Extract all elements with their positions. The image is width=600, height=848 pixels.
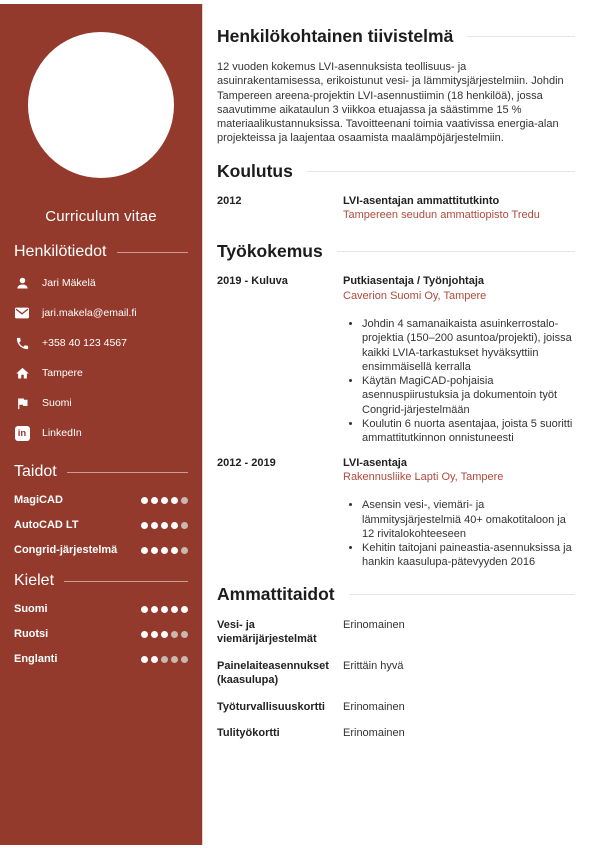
contact-heading-label: Henkilötiedot (14, 243, 107, 260)
level-dot-filled (141, 631, 148, 638)
language-level-dots (141, 656, 188, 663)
profile-photo-placeholder (28, 32, 174, 178)
level-dot-filled (171, 606, 178, 613)
summary-paragraph: 12 vuoden kokemus LVI-asennuksista teollisuus- ja asuinrakentamisessa, erikoistunut vesi- ja lämmitysjärjestelmiin. Johdin Tampereen areena-projektin LVI-asennustiimin (18 henkilöä), jossa saavutimme aikataulun 3 viikkoa etuajassa ja säästimme 15 % materiaalikustannuksissa. Tavoitteenani toimia vaativissa energia-alan projekteissa ja laajentaa osaamista maalämpöjärjestelmiin. (217, 61, 564, 145)
competence-label: Työturvallisuuskortti (217, 700, 325, 713)
experience-period: 2019 - Kuluva (217, 275, 288, 288)
skill-level-dots (141, 497, 188, 504)
level-dot-filled (141, 606, 148, 613)
competences-section-heading (217, 584, 575, 605)
level-dot-filled (161, 497, 168, 504)
contact-country-text: Suomi (42, 397, 72, 409)
skill-level-dots (141, 547, 188, 554)
competence-label: Vesi- ja viemärijärjestelmät (217, 618, 317, 646)
level-dot-empty (181, 522, 188, 529)
heading-divider (117, 252, 189, 253)
experience-entry (217, 274, 575, 445)
education-heading-label: Koulutus (217, 160, 293, 181)
contact-name-text: Jari Mäkelä (42, 277, 96, 289)
level-dot-filled (151, 522, 158, 529)
level-dot-filled (151, 547, 158, 554)
competence-value: Erittäin hyvä (343, 659, 404, 672)
level-dot-empty (171, 631, 178, 638)
experience-entry-body (343, 456, 575, 570)
education-title: LVI-asentajan ammattitutkinto (343, 194, 500, 207)
experience-entry (217, 456, 575, 570)
skill-label: Congrid-järjestelmä (14, 544, 118, 556)
level-dot-filled (161, 606, 168, 613)
level-dot-filled (151, 656, 158, 663)
home-icon (14, 365, 30, 381)
competence-row (217, 726, 575, 741)
level-dot-filled (141, 497, 148, 504)
heading-divider (307, 171, 575, 172)
heading-divider (349, 594, 575, 595)
contact-section-heading (14, 243, 188, 261)
experience-section-heading (217, 241, 575, 262)
skills-section-heading (14, 463, 188, 481)
competence-label: Tulityökortti (217, 727, 280, 740)
language-label: Ruotsi (14, 628, 49, 640)
heading-divider (64, 581, 188, 582)
mail-icon (14, 305, 30, 321)
contact-phone-text: +358 40 123 4567 (42, 337, 127, 349)
person-icon (14, 275, 30, 291)
sidebar (0, 4, 202, 845)
contact-item-linkedin (14, 425, 188, 441)
contact-item-email (14, 305, 188, 321)
heading-divider (337, 251, 575, 252)
level-dot-filled (161, 522, 168, 529)
contact-email-text: jari.makela@email.fi (42, 307, 137, 319)
experience-period: 2012 - 2019 (217, 456, 276, 469)
experience-bullet: • Asensin vesi-, viemäri- ja lämmitysjärjestelmiä 40+ omakotitaloon ja 12 rivitalokohteeseen (362, 498, 575, 541)
summary-section-heading (217, 26, 575, 47)
level-dot-filled (141, 656, 148, 663)
competence-row (217, 618, 575, 647)
experience-bullet: • Käytän MagiCAD-pohjaisia asennuspiirustuksia ja dokumentoin työt Congrid-järjestelmään (362, 374, 575, 417)
competence-row (217, 700, 575, 715)
experience-heading-label: Työkokemus (217, 241, 323, 262)
competence-label: Painelaiteasennukset (kaasulupa) (217, 659, 329, 687)
contact-linkedin-text: LinkedIn (42, 427, 82, 439)
level-dot-empty (181, 656, 188, 663)
contact-city-text: Tampere (42, 367, 83, 379)
level-dot-filled (141, 522, 148, 529)
skill-row (14, 519, 188, 531)
skill-label: MagiCAD (14, 494, 63, 506)
contact-item-name (14, 275, 188, 291)
language-row (14, 628, 188, 640)
experience-job-title: LVI-asentaja (343, 456, 407, 469)
summary-heading-label: Henkilökohtainen tiivistelmä (217, 26, 454, 46)
level-dot-filled (151, 631, 158, 638)
language-level-dots (141, 606, 188, 613)
level-dot-filled (171, 497, 178, 504)
level-dot-filled (181, 606, 188, 613)
contact-item-country (14, 395, 188, 411)
level-dot-filled (171, 522, 178, 529)
skills-heading-label: Taidot (14, 463, 57, 480)
language-label: Englanti (14, 653, 58, 665)
education-institution: Tampereen seudun ammattiopisto Tredu (343, 209, 540, 222)
level-dot-filled (161, 547, 168, 554)
language-row (14, 603, 188, 615)
level-dot-empty (181, 631, 188, 638)
contact-item-phone (14, 335, 188, 351)
language-level-dots (141, 631, 188, 638)
skill-label: AutoCAD LT (14, 519, 79, 531)
education-section-heading (217, 161, 575, 182)
experience-bullet: • Kehitin taitojani paineastia-asennuksissa ja hankin kaasulupa-pätevyyden 2016 (362, 541, 575, 570)
level-dot-empty (181, 497, 188, 504)
skill-row (14, 494, 188, 506)
education-period: 2012 (217, 194, 242, 207)
experience-company: Caverion Suomi Oy, Tampere (343, 289, 487, 302)
cv-title: Curriculum vitae (45, 208, 157, 225)
experience-bullet-list (343, 317, 575, 446)
competence-value: Erinomainen (343, 700, 405, 713)
competences-heading-label: Ammattitaidot (217, 583, 335, 604)
level-dot-empty (171, 656, 178, 663)
level-dot-filled (171, 547, 178, 554)
contact-item-city (14, 365, 188, 381)
heading-divider (467, 36, 575, 37)
flag-icon (14, 395, 30, 411)
languages-section-heading (14, 572, 188, 590)
education-entry-body (343, 194, 575, 223)
level-dot-empty (181, 547, 188, 554)
level-dot-filled (161, 631, 168, 638)
level-dot-filled (151, 497, 158, 504)
experience-bullet: • Koulutin 6 nuorta asentajaa, joista 5 suoritti ammattitutkinnon onnistuneesti (362, 417, 575, 446)
level-dot-filled (151, 606, 158, 613)
languages-heading-label: Kielet (14, 572, 55, 589)
language-row (14, 653, 188, 665)
language-label: Suomi (14, 603, 48, 615)
experience-entry-body (343, 274, 575, 445)
experience-job-title: Putkiasentaja / Työnjohtaja (343, 275, 484, 288)
linkedin-icon-glyph: in (15, 426, 30, 441)
level-dot-filled (141, 547, 148, 554)
main-content (217, 4, 575, 741)
skill-level-dots (141, 522, 188, 529)
competence-row (217, 659, 575, 688)
competence-value: Erinomainen (343, 727, 405, 740)
experience-company: Rakennusliike Lapti Oy, Tampere (343, 470, 504, 483)
education-entry (217, 194, 575, 223)
linkedin-icon (14, 425, 30, 441)
level-dot-empty (161, 656, 168, 663)
phone-icon (14, 335, 30, 351)
experience-bullet-list (343, 498, 575, 569)
skill-row (14, 544, 188, 556)
experience-bullet: • Johdin 4 samanaikaista asuinkerrostalo-projektia (150–200 asuntoa/projekti), joissa kaikki LVIA-tarkastukset hyväksyttiin ensimmäisellä kerralla (362, 317, 575, 374)
heading-divider (67, 472, 188, 473)
competence-value: Erinomainen (343, 618, 405, 631)
